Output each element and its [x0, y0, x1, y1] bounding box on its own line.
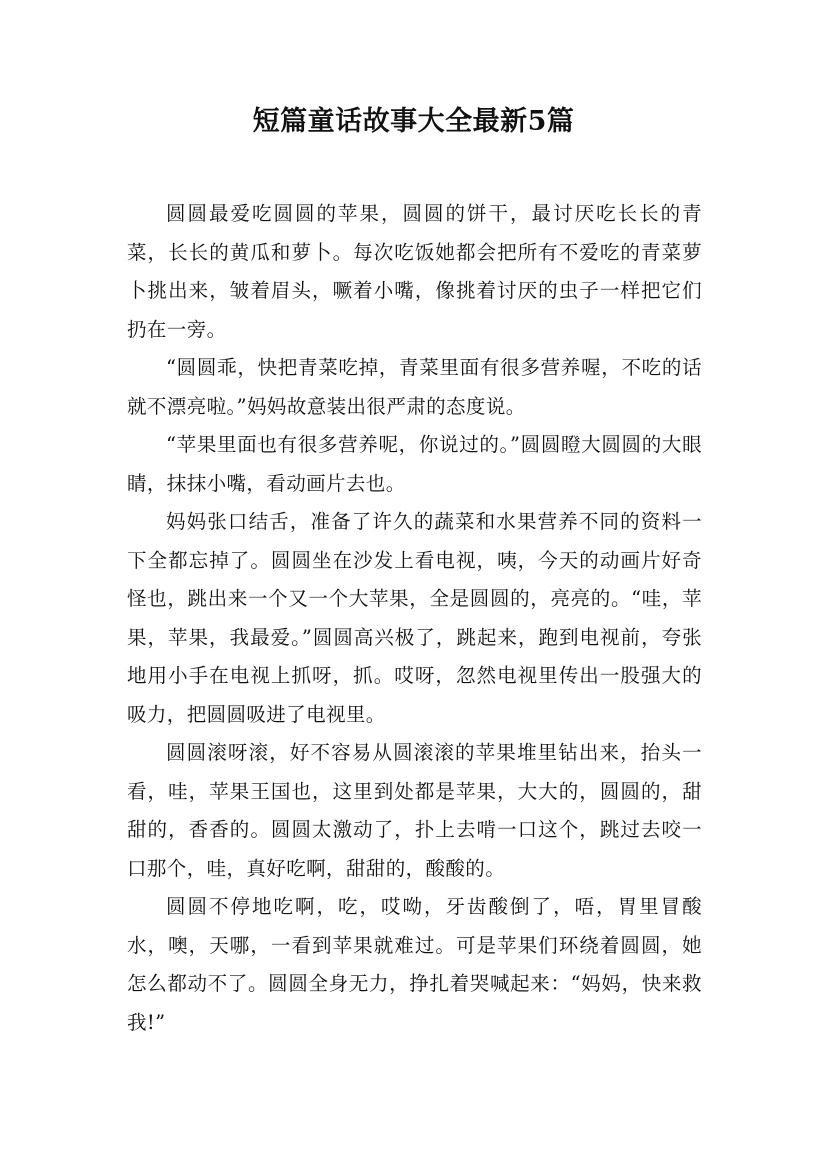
- paragraph-3: “苹果里面也有很多营养呢，你说过的。”圆圆瞪大圆圆的大眼睛，抹抹小嘴，看动画片去也。: [127, 433, 702, 495]
- paragraph-1: 圆圆最爱吃圆圆的苹果，圆圆的饼干，最讨厌吃长长的青菜，长长的黄瓜和萝卜。每次吃饭她都会把所有不爱吃的青菜萝卜挑出来，皱着眉头，噘着小嘴，像挑着讨厌的虫子一样把它们扔在一旁。: [127, 202, 702, 341]
- document-title: 短篇童话故事大全最新5篇: [252, 106, 575, 137]
- paragraph-2: “圆圆乖，快把青菜吃掉，青菜里面有很多营养喔，不吃的话就不漂亮啦。”妈妈故意装出很严肃的态度说。: [127, 356, 702, 418]
- paragraph-5: 圆圆滚呀滚，好不容易从圆滚滚的苹果堆里钻出来，抬头一看，哇，苹果王国也，这里到处都是苹果，大大的，圆圆的，甜甜的，香香的。圆圆太激动了，扑上去啃一口这个，跳过去咬一口那个，哇，真好吃啊，甜甜的，酸酸的。: [127, 741, 702, 880]
- paragraph-4: 妈妈张口结舌，准备了许久的蔬菜和水果营养不同的资料一下全都忘掉了。圆圆坐在沙发上看电视，咦，今天的动画片好奇怪也，跳出来一个又一个大苹果，全是圆圆的，亮亮的。“哇，苹果，苹果，我最爱。”圆圆高兴极了，跳起来，跑到电视前，夸张地用小手在电视上抓呀，抓。哎呀，忽然电视里传出一股强大的吸力，把圆圆吸进了电视里。: [127, 510, 702, 726]
- paragraph-6: 圆圆不停地吃啊，吃，哎呦，牙齿酸倒了，唔，胃里冒酸水，噢，天哪，一看到苹果就难过。可是苹果们环绕着圆圆，她怎么都动不了。圆圆全身无力，挣扎着哭喊起来：“妈妈，快来救我!”: [127, 895, 702, 1034]
- document-body: [127, 195, 702, 1042]
